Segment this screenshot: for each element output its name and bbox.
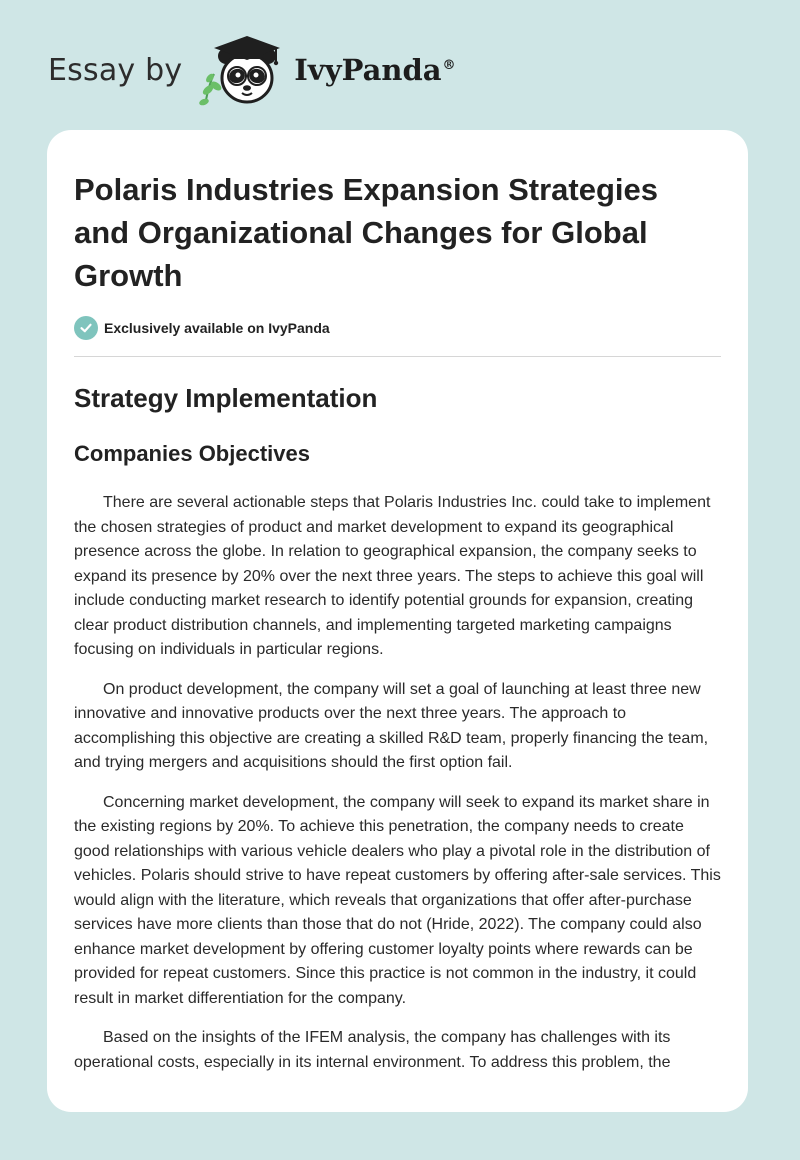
site-header [48, 30, 456, 110]
subsection-heading: Companies Objectives [74, 441, 310, 466]
paragraph: There are several actionable steps that Polaris Industries Inc. could take to implement the chosen strategies of product and market development to expand its geographical presence across the globe. In relation to geographical expansion, the company seeks to expand its presence by 20% over the next three years. The steps to achieve this goal will include conducting market research to identify potential grounds for expansion, creating clear product distribution channels, and implementing targeted marketing campaigns focusing on individuals in particular regions. [74, 494, 711, 658]
exclusive-badge [74, 315, 721, 341]
essay-card [47, 130, 748, 1112]
paragraph: Concerning market development, the company will seek to expand its market share in the existing regions by 20%. To achieve this penetration, the company needs to create good relationships with various vehicle dealers who play a pivotal role in the distribution of vehicles. Polaris should strive to have repeat customers by offering after-sale services. This would align with the literature, which reveals that organizations that offer after-purchase services have more clients than those that do not (Hride, 2022). The company could also enhance market development by offering customer loyalty points where rewards can be provided for repeat customers. Since this practice is not common in the industry, it could result in market differentiation for the company. [74, 793, 721, 1007]
panda-logo-icon[interactable] [196, 30, 292, 110]
paragraph: On product development, the company will set a goal of launching at least three new innovative and innovative products over the next three years. The approach to accomplishing this objective are creating a skilled R&D team, properly financing the team, and trying mergers and acquisitions should the first option fail. [74, 680, 709, 771]
section-heading: Strategy Implementation [74, 383, 378, 413]
paragraph: Based on the insights of the IFEM analysis, the company has challenges with its operational costs, especially in its internal environment. To address this problem, the [74, 1029, 671, 1071]
check-icon [74, 316, 98, 340]
registered-mark: ® [442, 58, 456, 74]
page-title: Polaris Industries Expansion Strategies and Organizational Changes for Global Growth [74, 172, 659, 293]
essay-by-label: Essay by [48, 52, 183, 88]
exclusive-badge-text: Exclusively available on IvyPanda [104, 320, 330, 336]
essay-body [74, 491, 721, 1075]
brand-name-text: IvyPanda [294, 53, 442, 87]
brand-name[interactable] [294, 53, 455, 87]
title-divider [74, 356, 721, 357]
